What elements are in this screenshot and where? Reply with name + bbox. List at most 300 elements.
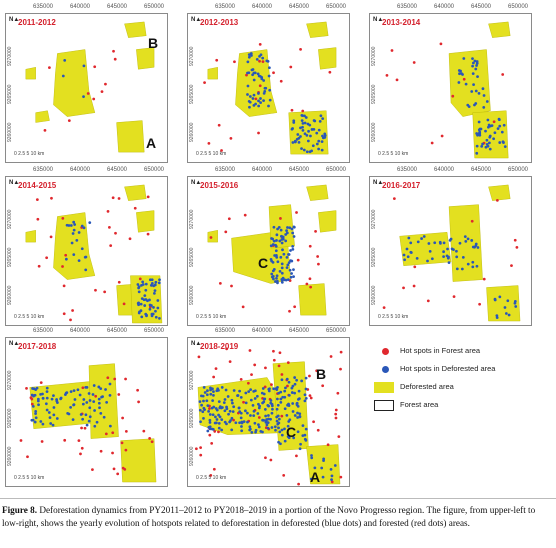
hotspot-deforested: [143, 294, 146, 297]
hotspot-deforested: [331, 475, 334, 478]
hotspot-forest: [230, 285, 233, 288]
deforested-area: [306, 22, 328, 38]
hotspot-deforested: [294, 414, 297, 417]
map-panel-2018-2019: [187, 337, 350, 487]
scale-bar: 0 2.5 5 10 km: [196, 475, 227, 481]
hotspot-deforested: [34, 388, 37, 391]
hotspot-deforested: [277, 422, 280, 425]
hotspot-deforested: [475, 64, 478, 67]
hotspot-deforested: [253, 79, 256, 82]
hotspot-forest: [273, 359, 276, 362]
hotspot-deforested: [313, 120, 316, 123]
hotspot-deforested: [212, 390, 215, 393]
north-arrow-icon: N▲: [9, 341, 20, 347]
hotspot-deforested: [234, 421, 237, 424]
hotspot-deforested: [488, 136, 491, 139]
hotspot-forest: [64, 254, 67, 257]
hotspot-forest: [129, 237, 132, 240]
hotspot-forest: [321, 384, 324, 387]
hotspot-deforested: [458, 72, 461, 75]
hotspot-forest: [463, 78, 466, 81]
hotspot-deforested: [487, 126, 490, 129]
hotspot-deforested: [514, 302, 517, 305]
hotspot-forest: [79, 453, 82, 456]
region-label: A: [146, 135, 157, 151]
hotspot-forest: [383, 306, 386, 309]
hotspot-deforested: [253, 94, 256, 97]
hotspot-forest: [228, 217, 231, 220]
hotspot-forest: [295, 211, 298, 214]
hotspot-forest: [116, 472, 119, 475]
hotspot-deforested: [89, 415, 92, 418]
hotspot-deforested: [279, 398, 282, 401]
hotspot-deforested: [283, 396, 286, 399]
hotspot-deforested: [246, 60, 249, 63]
hotspot-deforested: [273, 268, 276, 271]
hotspot-deforested: [256, 412, 259, 415]
hotspot-deforested: [78, 259, 81, 262]
hotspot-deforested: [206, 393, 209, 396]
hotspot-forest: [293, 305, 296, 308]
hotspot-forest: [208, 142, 211, 145]
hotspot-forest: [111, 452, 114, 455]
hotspot-deforested: [214, 416, 217, 419]
hotspot-deforested: [459, 70, 462, 73]
hotspot-forest: [210, 236, 213, 239]
hotspot-deforested: [62, 75, 65, 78]
map-panel-2016-2017: [369, 176, 532, 326]
hotspot-deforested: [202, 417, 205, 420]
hotspot-forest: [254, 97, 257, 100]
hotspot-forest: [36, 198, 39, 201]
hotspot-deforested: [470, 239, 473, 242]
y-tick-label: 9260000: [371, 122, 377, 142]
map-canvas: [188, 14, 349, 162]
hotspot-deforested: [284, 387, 287, 390]
deforested-area: [53, 50, 94, 117]
hotspot-deforested: [55, 398, 58, 401]
hotspot-deforested: [501, 131, 504, 134]
hotspot-deforested: [497, 127, 500, 130]
hotspot-deforested: [59, 397, 62, 400]
y-tick-label: 9265000: [189, 247, 195, 267]
hotspot-deforested: [37, 403, 40, 406]
hotspot-deforested: [304, 393, 307, 396]
hotspot-forest: [471, 220, 474, 223]
hotspot-forest: [242, 401, 245, 404]
hotspot-deforested: [82, 398, 85, 401]
hotspot-deforested: [291, 387, 294, 390]
hotspot-deforested: [151, 282, 154, 285]
hotspot-deforested: [277, 404, 280, 407]
x-tick-label: 645000: [107, 328, 128, 334]
deforested-area: [136, 211, 154, 233]
hotspot-deforested: [223, 401, 226, 404]
hotspot-deforested: [285, 414, 288, 417]
hotspot-deforested: [272, 387, 275, 390]
hotspot-forest: [123, 303, 126, 306]
hotspot-deforested: [410, 251, 413, 254]
hotspot-forest: [259, 43, 262, 46]
hotspot-deforested: [322, 459, 325, 462]
hotspot-deforested: [236, 394, 239, 397]
hotspot-deforested: [82, 95, 85, 98]
north-arrow-icon: N▲: [191, 17, 202, 23]
hotspot-forest: [391, 49, 394, 52]
hotspot-deforested: [266, 404, 269, 407]
hotspot-deforested: [245, 402, 248, 405]
hotspot-deforested: [455, 255, 458, 258]
hotspot-forest: [340, 351, 343, 354]
hotspot-deforested: [461, 268, 464, 271]
hotspot-deforested: [476, 265, 479, 268]
hotspot-deforested: [483, 94, 486, 97]
hotspot-forest: [147, 233, 150, 236]
hotspot-deforested: [79, 394, 82, 397]
hotspot-forest: [314, 230, 317, 233]
hotspot-deforested: [93, 384, 96, 387]
hotspot-forest: [310, 397, 313, 400]
north-arrow-icon: N▲: [191, 341, 202, 347]
x-tick-label: 640000: [70, 4, 91, 10]
x-tick-label: 635000: [215, 328, 236, 334]
hotspot-deforested: [292, 275, 295, 278]
hotspot-forest: [113, 378, 116, 381]
hotspot-deforested: [267, 388, 270, 391]
hotspot-deforested: [138, 290, 141, 293]
hotspot-deforested: [269, 99, 272, 102]
hotspot-forest: [121, 442, 124, 445]
hotspot-deforested: [429, 250, 432, 253]
hotspot-deforested: [211, 407, 214, 410]
hotspot-deforested: [227, 413, 230, 416]
map-canvas: [6, 177, 167, 325]
hotspot-deforested: [288, 261, 291, 264]
hotspot-deforested: [63, 59, 66, 62]
x-tick-label: 650000: [144, 4, 165, 10]
hotspot-deforested: [291, 391, 294, 394]
hotspot-deforested: [88, 221, 91, 224]
legend-item-forest: [370, 399, 550, 417]
hotspot-deforested: [263, 90, 266, 93]
hotspot-deforested: [504, 306, 507, 309]
hotspot-deforested: [104, 388, 107, 391]
hotspot-deforested: [486, 100, 489, 103]
x-tick-label: 650000: [508, 167, 529, 173]
hotspot-deforested: [482, 87, 485, 90]
hotspot-deforested: [247, 85, 250, 88]
hotspot-deforested: [152, 306, 155, 309]
hotspot-deforested: [254, 389, 257, 392]
blue-dot-icon: [382, 366, 389, 373]
hotspot-deforested: [52, 394, 55, 397]
hotspot-deforested: [254, 431, 257, 434]
hotspot-deforested: [403, 258, 406, 261]
x-tick-label: 635000: [33, 4, 54, 10]
hotspot-deforested: [246, 421, 249, 424]
hotspot-deforested: [286, 266, 289, 269]
hotspot-forest: [453, 295, 456, 298]
legend-label: Hot spots in Deforested area: [400, 364, 496, 373]
hotspot-forest: [309, 245, 312, 248]
deforested-area: [488, 185, 510, 201]
hotspot-deforested: [291, 232, 294, 235]
yellow-fill-swatch-icon: [374, 382, 394, 393]
hotspot-forest: [63, 284, 66, 287]
hotspot-deforested: [249, 388, 252, 391]
hotspot-deforested: [207, 410, 210, 413]
hotspot-deforested: [265, 419, 268, 422]
y-tick-label: 9270000: [371, 46, 377, 66]
hotspot-deforested: [88, 392, 91, 395]
hotspot-deforested: [321, 149, 324, 152]
hotspot-deforested: [320, 114, 323, 117]
hotspot-forest: [510, 264, 513, 267]
hotspot-forest: [249, 349, 252, 352]
y-tick-label: 9260000: [189, 122, 195, 142]
hotspot-deforested: [154, 289, 157, 292]
hotspot-deforested: [288, 418, 291, 421]
hotspot-deforested: [264, 415, 267, 418]
hotspot-deforested: [269, 402, 272, 405]
hotspot-deforested: [229, 410, 232, 413]
hotspot-forest: [264, 456, 267, 459]
hotspot-deforested: [39, 420, 42, 423]
hotspot-deforested: [156, 299, 159, 302]
hotspot-deforested: [487, 145, 490, 148]
hotspot-deforested: [240, 421, 243, 424]
hotspot-deforested: [277, 427, 280, 430]
y-tick-label: 9270000: [7, 46, 13, 66]
hotspot-deforested: [262, 79, 265, 82]
hotspot-deforested: [498, 125, 501, 128]
hotspot-deforested: [478, 121, 481, 124]
hotspot-deforested: [312, 144, 315, 147]
hotspot-deforested: [74, 398, 77, 401]
hotspot-deforested: [293, 235, 296, 238]
hotspot-deforested: [270, 258, 273, 261]
hotspot-deforested: [66, 224, 69, 227]
hotspot-deforested: [158, 281, 161, 284]
y-tick-label: 9270000: [371, 209, 377, 229]
hotspot-deforested: [209, 421, 212, 424]
hotspot-deforested: [273, 226, 276, 229]
scale-bar: 0 2.5 5 10 km: [378, 151, 409, 157]
hotspot-deforested: [305, 377, 308, 380]
hotspot-deforested: [225, 422, 228, 425]
hotspot-deforested: [232, 405, 235, 408]
hotspot-deforested: [97, 386, 100, 389]
x-tick-label: 645000: [107, 167, 128, 173]
hotspot-forest: [124, 378, 127, 381]
hotspot-deforested: [279, 401, 282, 404]
hotspot-deforested: [251, 69, 254, 72]
hotspot-deforested: [305, 388, 308, 391]
x-tick-label: 650000: [326, 167, 347, 173]
hotspot-deforested: [446, 255, 449, 258]
hotspot-deforested: [148, 299, 151, 302]
hotspot-deforested: [105, 401, 108, 404]
hotspot-forest: [262, 60, 265, 63]
hotspot-forest: [247, 382, 250, 385]
hotspot-deforested: [206, 430, 209, 433]
hotspot-deforested: [472, 83, 475, 86]
hotspot-deforested: [238, 410, 241, 413]
region-label: B: [148, 35, 159, 51]
hotspot-deforested: [92, 393, 95, 396]
y-tick-label: 9260000: [189, 285, 195, 305]
hotspot-deforested: [73, 223, 76, 226]
hotspot-deforested: [78, 231, 81, 234]
hotspot-deforested: [281, 272, 284, 275]
hotspot-deforested: [284, 240, 287, 243]
hotspot-deforested: [72, 232, 75, 235]
hotspot-deforested: [49, 422, 52, 425]
hotspot-deforested: [274, 429, 277, 432]
x-tick-label: 645000: [107, 4, 128, 10]
hotspot-deforested: [281, 263, 284, 266]
hotspot-deforested: [249, 414, 252, 417]
hotspot-deforested: [506, 299, 509, 302]
hotspot-deforested: [254, 422, 257, 425]
hotspot-deforested: [330, 468, 333, 471]
hotspot-deforested: [318, 129, 321, 132]
hotspot-deforested: [303, 114, 306, 117]
x-tick-label: 640000: [70, 167, 91, 173]
hotspot-deforested: [503, 124, 506, 127]
caption-text: Deforestation dynamics from PY2011–2012 to PY2018–2019 in a portion of the Novo Progresso region. The figure, from upper-left to low-right, shows the yearly evolution of hotspots related to deforestation in deforested (blue dots) and forested (red dots) areas.: [2, 505, 536, 528]
hotspot-deforested: [306, 150, 309, 153]
deforested-area: [124, 22, 146, 38]
panel-title: 2017-2018: [18, 342, 57, 351]
hotspot-deforested: [284, 407, 287, 410]
scale-bar: 0 2.5 5 10 km: [14, 314, 45, 320]
hotspot-deforested: [502, 141, 505, 144]
hotspot-deforested: [298, 141, 301, 144]
hotspot-forest: [63, 439, 66, 442]
hotspot-deforested: [268, 89, 271, 92]
hotspot-forest: [289, 66, 292, 69]
hotspot-deforested: [276, 260, 279, 263]
hotspot-deforested: [250, 399, 253, 402]
hotspot-forest: [309, 277, 312, 280]
x-tick-label: 640000: [70, 328, 91, 334]
hotspot-deforested: [301, 119, 304, 122]
hotspot-deforested: [81, 418, 84, 421]
hotspot-deforested: [88, 420, 91, 423]
hotspot-deforested: [211, 387, 214, 390]
hotspot-deforested: [248, 56, 251, 59]
hotspot-deforested: [253, 410, 256, 413]
hotspot-deforested: [307, 130, 310, 133]
hotspot-deforested: [482, 106, 485, 109]
hotspot-deforested: [280, 229, 283, 232]
hotspot-deforested: [152, 285, 155, 288]
hotspot-deforested: [227, 395, 230, 398]
hotspot-deforested: [270, 399, 273, 402]
hotspot-deforested: [224, 398, 227, 401]
deforested-area: [449, 205, 483, 282]
hotspot-forest: [71, 309, 74, 312]
hotspot-deforested: [85, 401, 88, 404]
hotspot-deforested: [41, 393, 44, 396]
x-tick-label: 645000: [289, 167, 310, 173]
hotspot-forest: [112, 196, 115, 199]
hotspot-deforested: [292, 410, 295, 413]
hotspot-forest: [105, 433, 108, 436]
hotspot-forest: [330, 355, 333, 358]
hotspot-deforested: [34, 412, 37, 415]
hotspot-deforested: [203, 386, 206, 389]
hotspot-deforested: [257, 105, 260, 108]
hotspot-deforested: [452, 248, 455, 251]
hotspot-deforested: [426, 260, 429, 263]
hotspot-deforested: [403, 254, 406, 257]
hotspot-forest: [30, 398, 33, 401]
deforested-area: [121, 439, 157, 482]
hotspot-forest: [295, 455, 298, 458]
hotspot-deforested: [45, 402, 48, 405]
hotspot-forest: [230, 137, 233, 140]
y-tick-label: 9260000: [189, 446, 195, 466]
hotspot-deforested: [299, 135, 302, 138]
hotspot-deforested: [407, 237, 410, 240]
hotspot-forest: [215, 59, 218, 62]
hotspot-deforested: [98, 398, 101, 401]
hotspot-deforested: [140, 284, 143, 287]
hotspot-deforested: [284, 440, 287, 443]
hotspot-deforested: [155, 316, 158, 319]
map-panel-2014-2015: [5, 176, 168, 326]
hotspot-forest: [63, 312, 66, 315]
hotspot-deforested: [442, 255, 445, 258]
hotspot-deforested: [484, 130, 487, 133]
hotspot-deforested: [276, 233, 279, 236]
hotspot-deforested: [475, 152, 478, 155]
hotspot-deforested: [263, 398, 266, 401]
hotspot-forest: [36, 218, 39, 221]
hotspot-deforested: [279, 270, 282, 273]
hotspot-forest: [61, 265, 64, 268]
hotspot-forest: [213, 468, 216, 471]
hotspot-forest: [269, 459, 272, 462]
hotspot-deforested: [216, 387, 219, 390]
hotspot-deforested: [70, 390, 73, 393]
hotspot-forest: [317, 429, 320, 432]
hotspot-forest: [413, 61, 416, 64]
hotspot-forest: [308, 375, 311, 378]
hotspot-forest: [219, 282, 222, 285]
hotspot-forest: [516, 246, 519, 249]
hotspot-forest: [327, 443, 330, 446]
hotspot-deforested: [489, 148, 492, 151]
hotspot-deforested: [316, 143, 319, 146]
hotspot-deforested: [285, 229, 288, 232]
hotspot-deforested: [292, 121, 295, 124]
hotspot-deforested: [218, 400, 221, 403]
hotspot-deforested: [281, 242, 284, 245]
hotspot-forest: [118, 281, 121, 284]
hotspot-deforested: [296, 404, 299, 407]
hotspot-deforested: [290, 260, 293, 263]
y-tick-label: 9270000: [189, 46, 195, 66]
hotspot-deforested: [514, 305, 517, 308]
hotspot-deforested: [37, 400, 40, 403]
hotspot-deforested: [455, 250, 458, 253]
hotspot-deforested: [315, 132, 318, 135]
hotspot-deforested: [296, 133, 299, 136]
hotspot-deforested: [149, 278, 152, 281]
